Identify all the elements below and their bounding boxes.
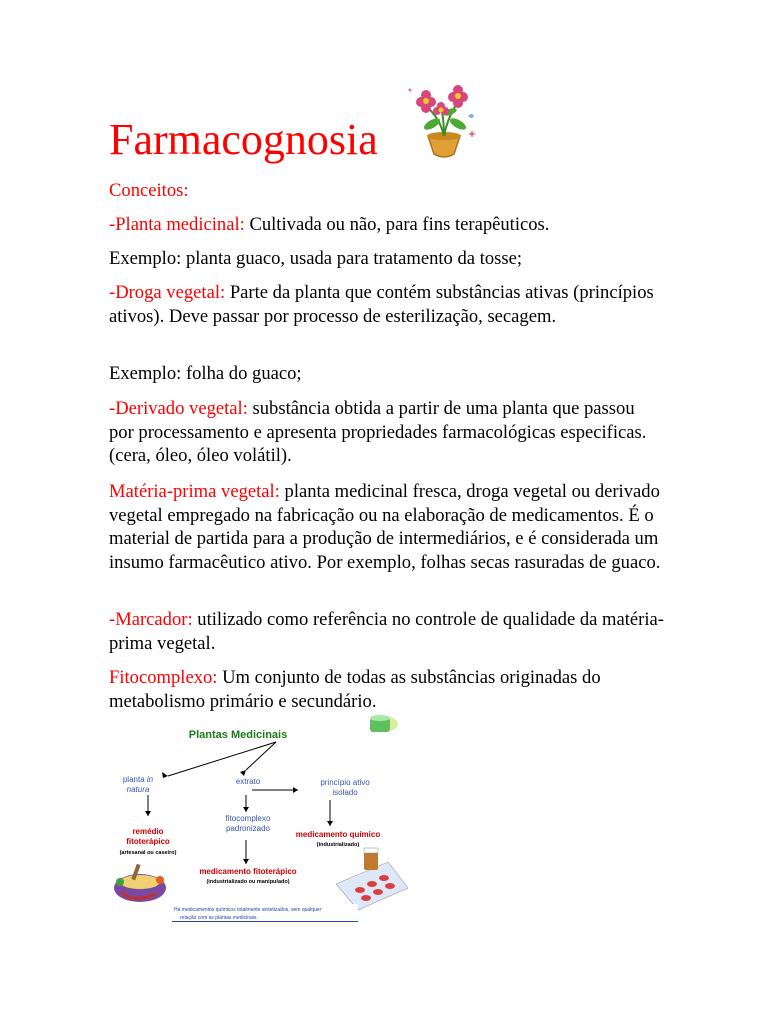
paragraph-example-folha bbox=[109, 362, 664, 386]
paragraph-conceitos bbox=[109, 179, 664, 203]
node-fitoterapico-line1: medicamento fitoterápico bbox=[199, 867, 297, 876]
node-planta bbox=[123, 775, 154, 784]
node-planta-label: planta bbox=[122, 775, 147, 784]
term-label: Conceitos: bbox=[109, 180, 189, 201]
definition-text: Parte da planta que contém substâncias ativas (princípios ativos). Deve passar por processo de esterilização, secagem. bbox=[109, 282, 654, 327]
definition-text: Exemplo: folha do guaco; bbox=[109, 363, 302, 384]
term-label: -Droga vegetal: bbox=[109, 282, 226, 303]
node-fitocomplexo-line1: fitocomplexo bbox=[225, 814, 271, 823]
flower-pot-icon bbox=[404, 82, 484, 166]
node-principio-line2: isolado bbox=[332, 788, 358, 797]
herbs-mortar-icon bbox=[114, 864, 166, 902]
diagram-note-line1: Há medicamentos químicos totalmente sintetizados, sem qualquer bbox=[174, 907, 322, 913]
node-remedio-line1: remédio bbox=[132, 827, 164, 836]
term-label: Matéria-prima vegetal: bbox=[109, 481, 280, 502]
paragraph-fitocomplexo bbox=[109, 666, 664, 713]
term-label: -Planta medicinal: bbox=[109, 214, 245, 235]
paragraph-planta-medicinal bbox=[109, 213, 664, 237]
paragraph-droga-vegetal bbox=[109, 281, 664, 328]
paragraph-marcador bbox=[109, 608, 664, 655]
diagram-note-line2: relação com as plantas medicinais. bbox=[180, 915, 258, 921]
paragraph-materia-prima bbox=[109, 480, 664, 574]
definition-text: substância obtida a partir de uma planta que passou por processamento e apresenta propriedades farmacológicas especificas. (cera, óleo, óleo volátil). bbox=[109, 398, 647, 466]
node-remedio-line2: fitoterápico bbox=[126, 837, 170, 846]
node-principio-line1: princípio ativo bbox=[320, 778, 370, 787]
node-fitoterapico-line2: (industrializado ou manipulado) bbox=[206, 879, 290, 885]
definition-text: planta medicinal fresca, droga vegetal ou derivado vegetal empregado na fabricação ou na elaboração de medicamentos. É o material de partida para a produção de intermediários, e é considerada um insumo farmacêutico ativo. Por exemplo, folhas secas rasuradas de guaco. bbox=[109, 481, 661, 573]
definition-text: Cultivada ou não, para fins terapêuticos. bbox=[244, 214, 550, 235]
node-quimico-line1: medicamento químico bbox=[295, 830, 381, 839]
pills-icon bbox=[336, 848, 408, 910]
cup-icon bbox=[370, 715, 398, 732]
node-extrato: extrato bbox=[235, 777, 261, 786]
diagram-heading: Plantas Medicinais bbox=[188, 729, 288, 741]
node-planta-natura: natura bbox=[126, 785, 150, 794]
term-label: -Marcador: bbox=[109, 609, 193, 630]
node-quimico-line2: (industrializado) bbox=[316, 842, 360, 848]
diagram-connectors bbox=[148, 742, 330, 864]
definition-text: utilizado como referência no controle de qualidade da matéria-prima vegetal. bbox=[109, 609, 664, 654]
plantas-medicinais-diagram bbox=[108, 712, 408, 922]
definition-text: Um conjunto de todas as substâncias originadas do metabolismo primário e secundário. bbox=[109, 667, 601, 712]
definition-text: Exemplo: planta guaco, usada para tratamento da tosse; bbox=[109, 248, 523, 269]
paragraph-derivado-vegetal bbox=[109, 397, 664, 468]
node-remedio-line3: (artesanal ou caseiro) bbox=[119, 850, 177, 856]
node-planta-in: in bbox=[146, 775, 154, 784]
term-label: -Derivado vegetal: bbox=[109, 398, 248, 419]
paragraph-example-guaco bbox=[109, 247, 664, 271]
term-label: Fitocomplexo: bbox=[109, 667, 218, 688]
page-title: Farmacognosia bbox=[109, 115, 378, 164]
node-fitocomplexo-line2: padronizado bbox=[225, 824, 271, 833]
